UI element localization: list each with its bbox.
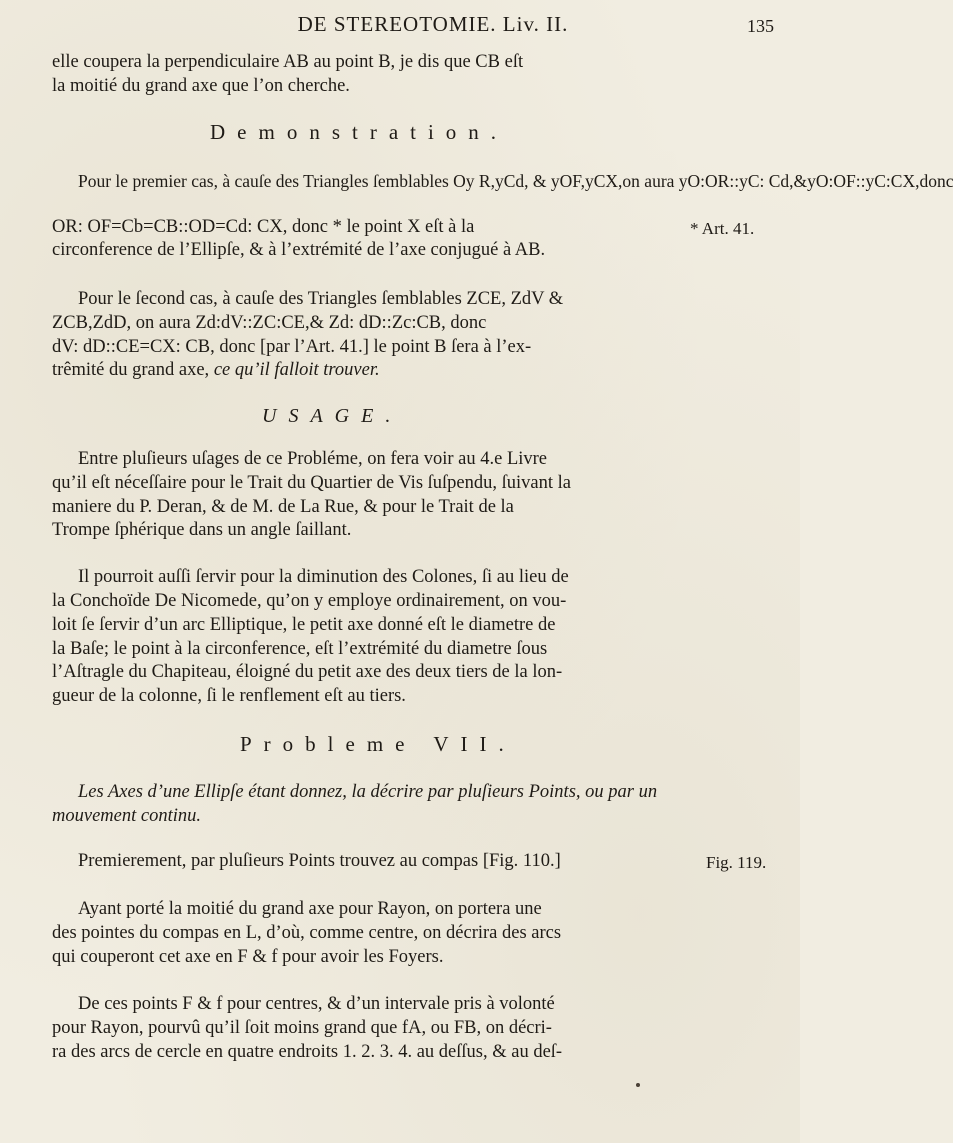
text-line: OR: OF=Cb=CB::OD=Cd: CX, donc * le point X eſt à la <box>52 217 475 237</box>
text-line: Entre pluſieurs uſages de ce Probléme, on fera voir au 4.e Livre <box>78 449 548 469</box>
text-line: ra des arcs de cercle en quatre endroits 1. 2. 3. 4. au deſſus, & au deſ- <box>52 1042 563 1062</box>
text-line: qui couperont cet axe en F & f pour avoir les Foyers. <box>52 947 444 967</box>
text-line: elle coupera la perpendiculaire AB au point B, je dis que CB eſt <box>52 52 524 72</box>
problem-statement: Les Axes d’une Ellipſe étant donnez, la décrire par pluſieurs Points, ou par un <box>78 782 658 802</box>
text-line <box>52 359 380 382</box>
text-line: maniere du P. Deran, & de M. de La Rue, & pour le Trait de la <box>52 497 514 517</box>
problem-statement: mouvement continu. <box>52 806 201 826</box>
text-line: circonference de l’Ellipſe, & à l’extrémité de l’axe conjugué à AB. <box>52 240 546 260</box>
text-line: De ces points F & f pour centres, & d’un intervale pris à volonté <box>78 994 555 1014</box>
text-span: trêmité du grand axe, <box>52 360 210 380</box>
running-head: DE STEREOTOMIE. Liv. II. <box>297 12 569 36</box>
text-line: loit ſe ſervir d’un arc Elliptique, le petit axe donné eſt le diametre de <box>52 615 556 635</box>
demonstration-heading: Demonstration. <box>210 120 509 144</box>
text-line: dV: dD::CE=CX: CB, donc [par l’Art. 41.] le point B ſera à l’ex- <box>52 337 532 357</box>
text-line: Il pourroit auſſi ſervir pour la diminution des Colones, ſi au lieu de <box>78 567 569 587</box>
text-line: Ayant porté la moitié du grand axe pour Rayon, on portera une <box>78 899 542 919</box>
text-line: la Baſe; le point à la circonference, eſt l’extrémité du diametre ſous <box>52 639 548 659</box>
page-number: 135 <box>747 16 774 36</box>
problem-heading: Probleme VII. <box>240 732 516 756</box>
text-line: ZCB,ZdD, on aura Zd:dV::ZC:CE,& Zd: dD::Zc:CB, donc <box>52 313 487 333</box>
text-span-italic: ce qu’il falloit trouver. <box>213 360 380 380</box>
text-line: la Conchoïde De Nicomede, qu’on y employe ordinairement, on vou- <box>52 591 567 611</box>
margin-note-fig: Fig. 119. <box>706 853 767 872</box>
text-line: qu’il eſt néceſſaire pour le Trait du Quartier de Vis ſuſpendu, ſuivant la <box>52 473 571 493</box>
ink-speck <box>636 1083 640 1087</box>
text-line: Pour le ſecond cas, à cauſe des Triangles ſemblables ZCE, ZdV & <box>78 289 564 309</box>
text-line: Premierement, par pluſieurs Points trouvez au compas [Fig. 110.] <box>78 851 561 871</box>
text-line: Pour le premier cas, à cauſe des Triangles ſemblables Oy R,yCd, & yOF,yCX,on aura yO:OR::yC: Cd,&yO:OF::yC:CX,donc <box>78 171 953 191</box>
text-line: pour Rayon, pourvû qu’il ſoit moins grand que fA, ou FB, on décri- <box>52 1018 552 1038</box>
text-line: la moitié du grand axe que l’on cherche. <box>52 76 350 96</box>
text-line: l’Aſtragle du Chapiteau, éloigné du petit axe des deux tiers de la lon- <box>52 662 563 682</box>
text-line: Trompe ſphérique dans un angle ſaillant. <box>52 520 352 540</box>
text-line: gueur de la colonne, ſi le renflement eſt au tiers. <box>52 686 406 706</box>
usage-heading: USAGE. <box>262 405 403 427</box>
margin-note-art: * Art. 41. <box>690 219 755 238</box>
text-line: des pointes du compas en L, d’où, comme centre, on décrira des arcs <box>52 923 562 943</box>
